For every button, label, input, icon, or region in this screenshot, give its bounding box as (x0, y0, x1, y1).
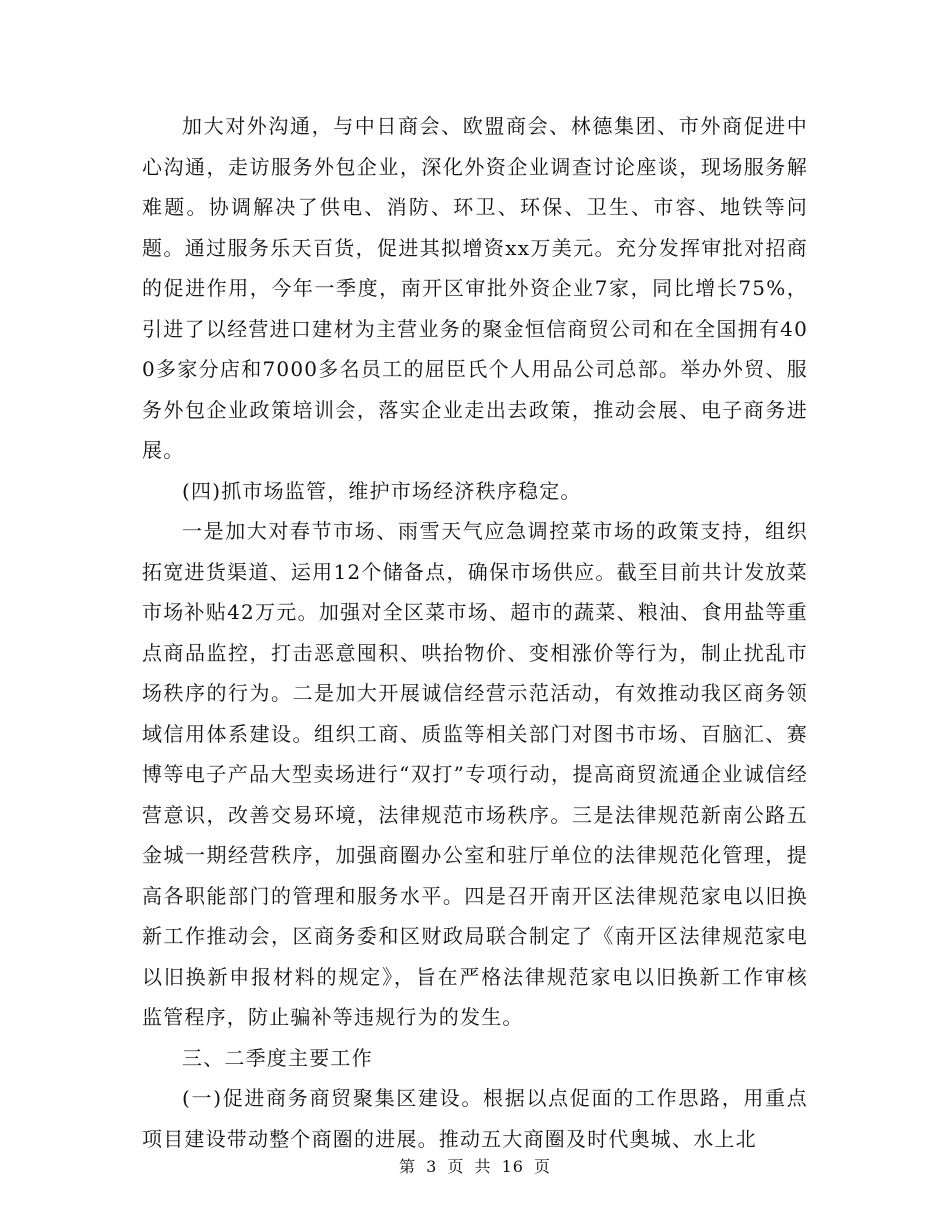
footer-suffix: 页 (534, 1157, 552, 1176)
paragraph-market-supervision: 一是加大对春节市场、雨雪天气应急调控菜市场的政策支持，组织拓宽进货渠道、运用12个储备点，确保市场供应。截至目前共计发放菜市场补贴42万元。加强对全区菜市场、超市的蔬菜、粮油、食用盐等重点商品监控，打击恶意囤积、哄抬物价、变相涨价等行为，制止扰乱市场秩序的行为。二是加大开展诚信经营示范活动，有效推动我区商务领域信用体系建设。组织工商、质监等相关部门对图书市场、百脑汇、赛博等电子产品大型卖场进行“双打”专项行动，提高商贸流通企业诚信经营意识，改善交易环境，法律规范市场秩序。三是法律规范新南公路五金城一期经营秩序，加强商圈办公室和驻厅单位的法律规范化管理，提高各职能部门的管理和服务水平。四是召开南开区法律规范家电以旧换新工作推动会，区商务委和区财政局联合制定了《南开区法律规范家电以旧换新申报材料的规定》，旨在严格法律规范家电以旧换新工作审核监管程序，防止骗补等违规行为的发生。 (142, 519, 808, 1029)
paragraph-foreign-communication: 加大对外沟通，与中日商会、欧盟商会、林德集团、市外商促进中心沟通，走访服务外包企业，深化外资企业调查讨论座谈，现场服务解难题。协调解决了供电、消防、环卫、环保、卫生、市容、地铁等问题。通过服务乐天百货，促进其拟增资xx万美元。充分发挥审批对招商的促进作用，今年一季度，南开区审批外资企业7家，同比增长75%，引进了以经营进口建材为主营业务的聚金恒信商贸公司和在全国拥有400多家分店和7000多名员工的屈臣氏个人用品公司总部。举办外贸、服务外包企业政策培训会，落实企业走出去政策，推动会展、电子商务进展。 (142, 114, 808, 462)
footer-total-word: 共 (474, 1157, 492, 1176)
section-heading-market-supervision: (四)抓市场监管，维护市场经济秩序稳定。 (182, 478, 582, 503)
footer-prefix: 第 (398, 1157, 416, 1176)
total-pages-number: 16 (501, 1157, 524, 1176)
paragraph-commerce-cluster: (一)促进商务商贸聚集区建设。根据以点促面的工作思路，用重点项目建设带动整个商圈的进展。推动五大商圈及时代奥城、水上北 (142, 1086, 808, 1151)
section-heading-q2-work: 三、二季度主要工作 (182, 1045, 373, 1070)
current-page-number: 3 (426, 1157, 438, 1176)
document-body (142, 106, 808, 1159)
page-footer (0, 1154, 950, 1177)
footer-page-word: 页 (447, 1157, 465, 1176)
